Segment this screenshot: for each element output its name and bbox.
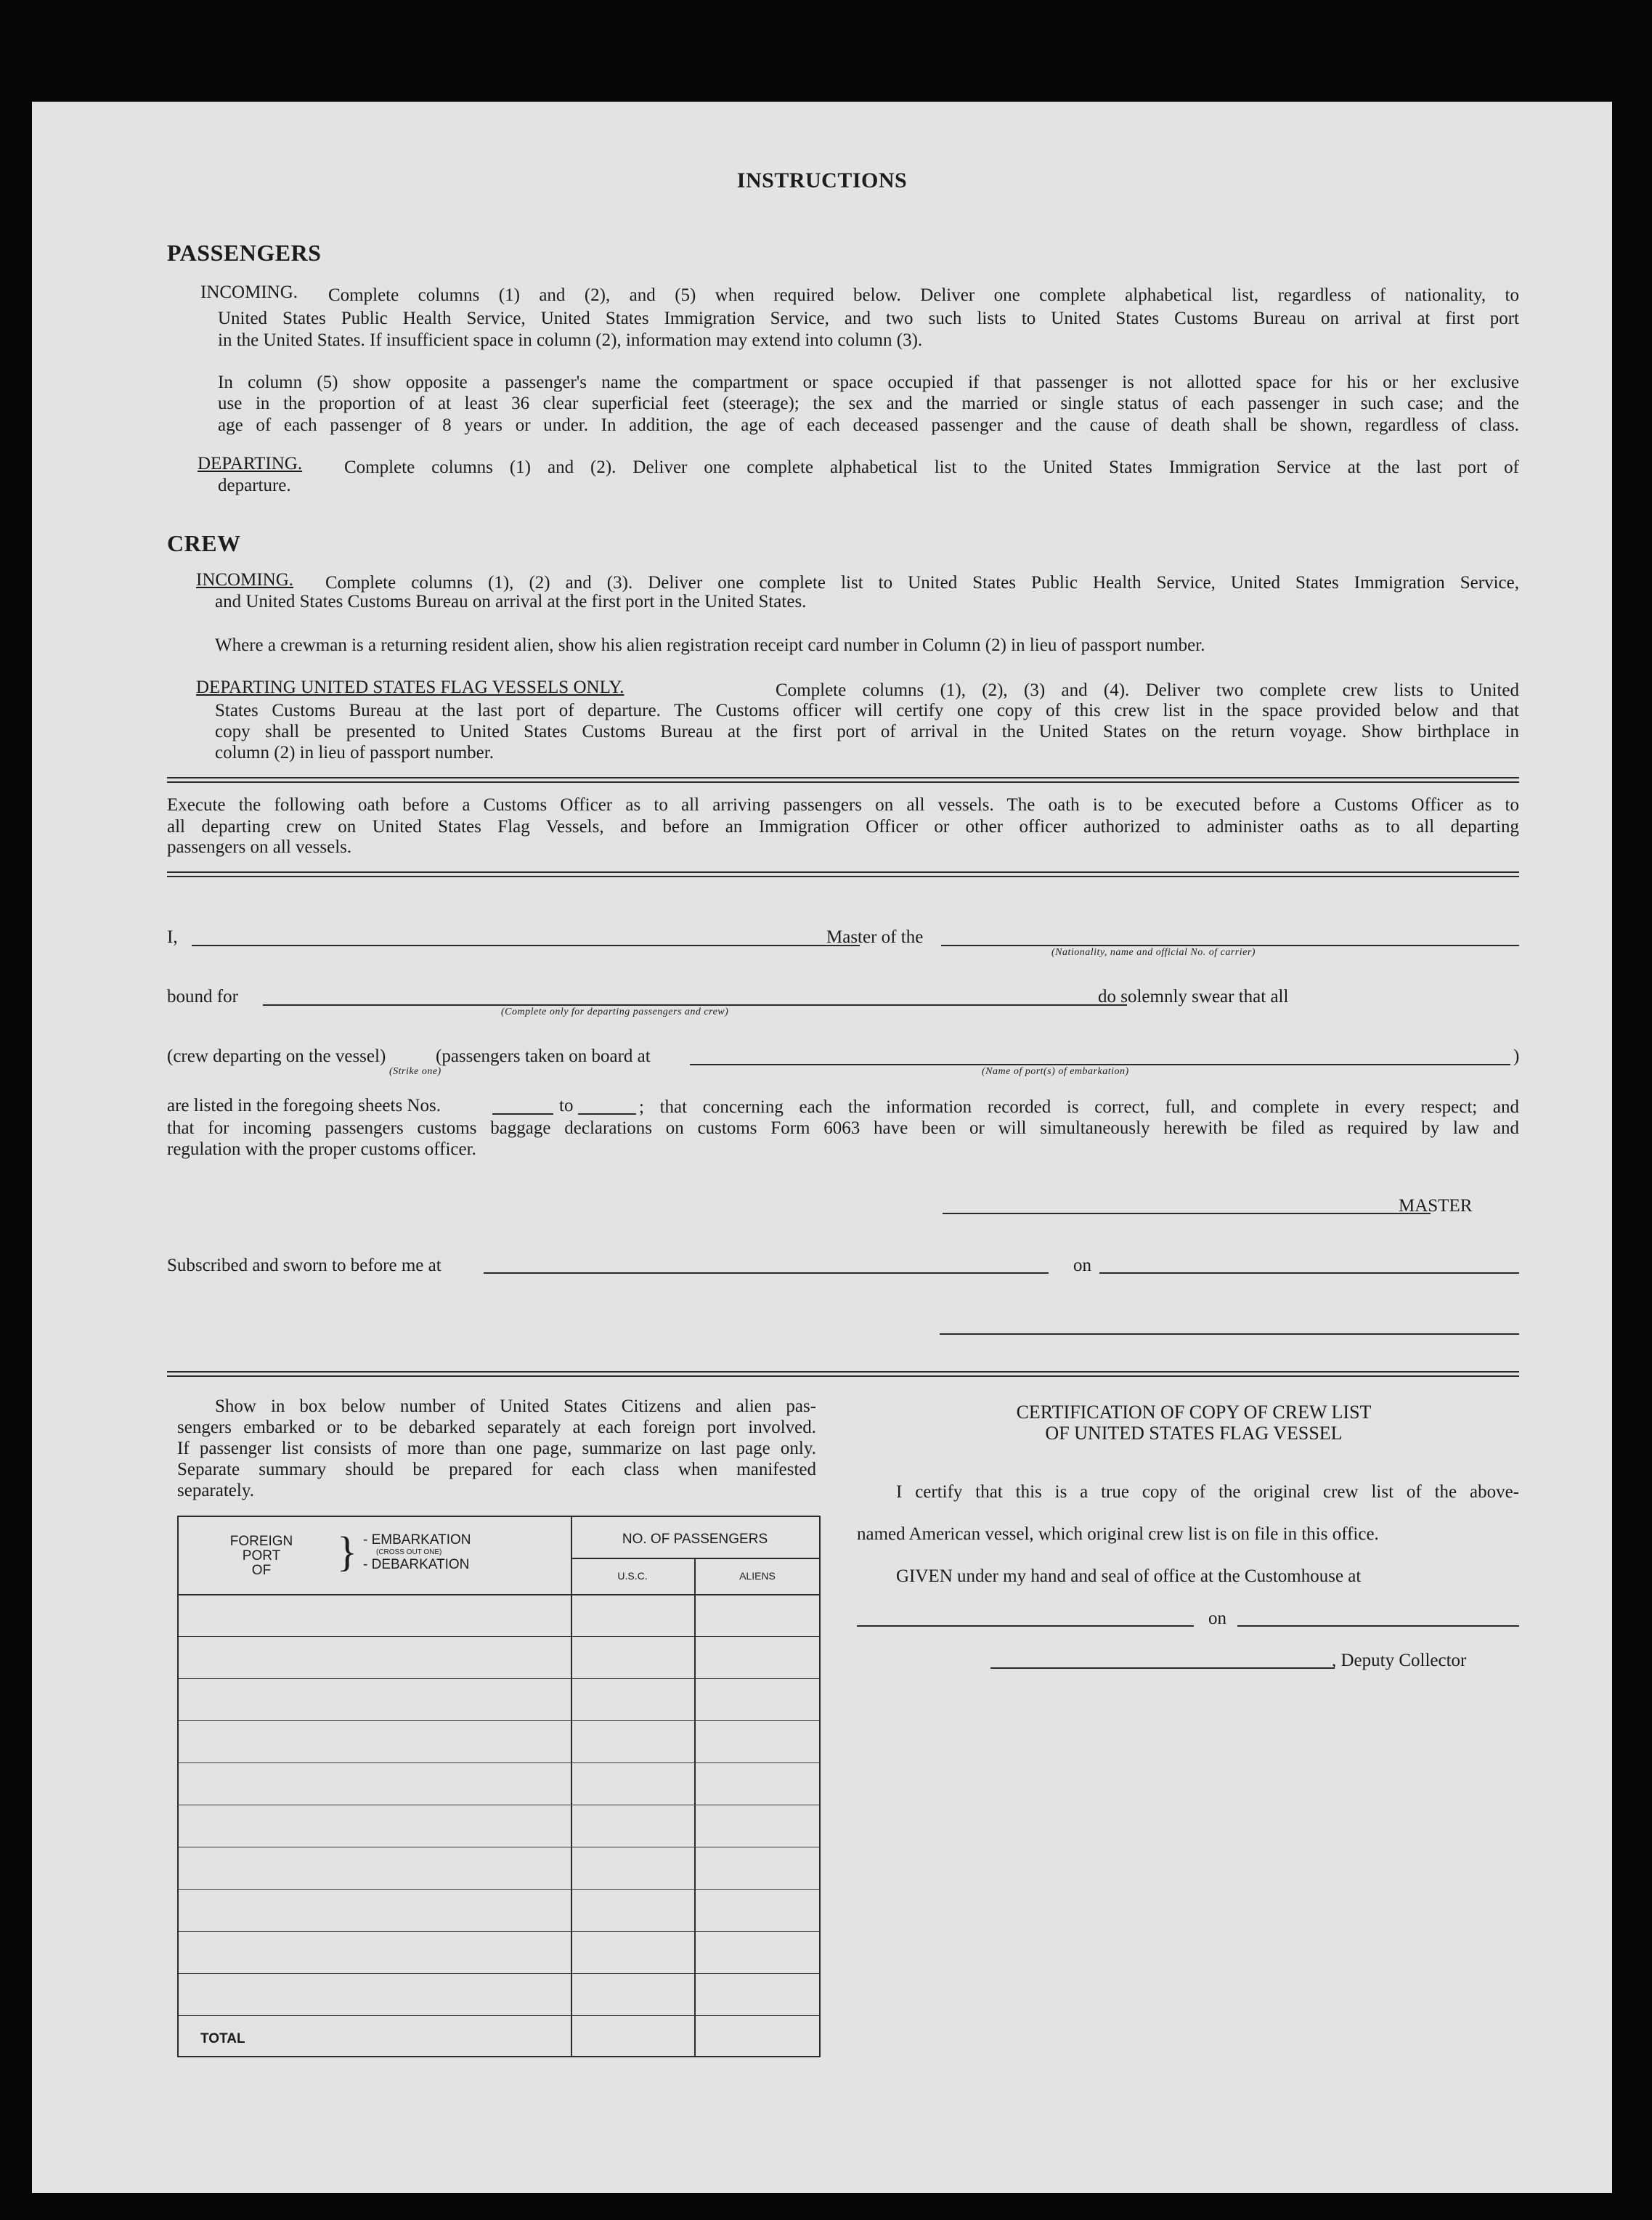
oath-i-label: I, bbox=[167, 927, 178, 947]
master-signature-label: MASTER bbox=[1399, 1196, 1473, 1216]
table-header-port: PORT bbox=[242, 1548, 281, 1564]
subscribed-label: Subscribed and sworn to before me at bbox=[167, 1256, 442, 1275]
table-header-usc: U.S.C. bbox=[617, 1570, 648, 1582]
table-row[interactable] bbox=[179, 1636, 819, 1637]
sheets-to-field[interactable] bbox=[578, 1113, 636, 1115]
sworn-date-field[interactable] bbox=[1099, 1272, 1519, 1274]
crew-resident-line: Where a crewman is a returning resident alien, show his alien registration receipt card number in Column (2) in lieu of passport number. bbox=[215, 635, 1205, 655]
crew-flag-line4: column (2) in lieu of passport number. bbox=[215, 743, 494, 763]
crew-heading: CREW bbox=[167, 530, 241, 556]
crew-incoming-label: INCOMING. bbox=[196, 570, 294, 590]
table-header-divider bbox=[179, 1594, 819, 1595]
embarkation-port-field[interactable] bbox=[690, 1064, 1510, 1065]
table-total-label: TOTAL bbox=[200, 2031, 245, 2046]
passengers-taken-option[interactable]: (passengers taken on board at bbox=[436, 1046, 651, 1066]
section-divider bbox=[167, 777, 1519, 783]
summary-line3: If passenger list consists of more than one page, summarize on last page only. bbox=[177, 1439, 816, 1458]
table-header-of: OF bbox=[251, 1563, 272, 1578]
summary-line4: Separate summary should be prepared for each class when manifested bbox=[177, 1460, 816, 1479]
oath-line3: passengers on all vessels. bbox=[167, 837, 352, 857]
bound-for-field[interactable] bbox=[263, 1004, 1127, 1006]
table-row[interactable] bbox=[179, 1931, 819, 1932]
page-title: INSTRUCTIONS bbox=[736, 168, 908, 192]
certification-date-field[interactable] bbox=[1237, 1625, 1519, 1627]
master-signature-field[interactable] bbox=[943, 1213, 1431, 1214]
passengers-departing-line1: Complete columns (1) and (2). Deliver one complete alphabetical list to the United States Immigration Service at the last port of bbox=[344, 458, 1519, 477]
section-divider bbox=[167, 871, 1519, 877]
bound-for-label: bound for bbox=[167, 987, 238, 1007]
officer-signature-field[interactable] bbox=[940, 1333, 1519, 1335]
table-row[interactable] bbox=[179, 1973, 819, 1974]
passengers-incoming-line1: Complete columns (1) and (2), and (5) when required below. Deliver one complete alphabetical list, regardless of nationality, to bbox=[328, 285, 1519, 305]
crew-flag-line3: copy shall be presented to United States Customs Bureau at the first port of arrival in the United States on the return voyage. Show birthplace in bbox=[215, 722, 1519, 741]
carrier-caption: (Nationality, name and official No. of carrier) bbox=[1051, 947, 1256, 958]
table-row[interactable] bbox=[179, 2015, 819, 2016]
listed-to: to bbox=[559, 1096, 574, 1115]
table-row[interactable] bbox=[179, 1678, 819, 1679]
oath-line1: Execute the following oath before a Customs Officer as to all arriving passengers on all vessels. The oath is to be executed before a Customs Officer as to bbox=[167, 795, 1519, 815]
crew-flag-label: DEPARTING UNITED STATES FLAG VESSELS ONLY. bbox=[196, 678, 624, 697]
table-row[interactable] bbox=[179, 1889, 819, 1890]
crew-incoming-line2: and United States Customs Bureau on arrival at the first port in the United States. bbox=[215, 592, 807, 611]
listed-rest: ; that concerning each the information recorded is correct, full, and complete in every respect; and bbox=[639, 1097, 1519, 1117]
passengers-incoming-line3: in the United States. If insufficient space in column (2), information may extend into column (3). bbox=[218, 330, 923, 350]
oath-line2: all departing crew on United States Flag Vessels, and before an Immigration Officer or other officer authorized to administer oaths as to all departing bbox=[167, 817, 1519, 837]
crew-flag-line2: States Customs Bureau at the last port of departure. The Customs officer will certify one copy of this crew list in the space provided below and that bbox=[215, 701, 1519, 720]
table-header-no-passengers: NO. OF PASSENGERS bbox=[622, 1532, 768, 1547]
table-header-debarkation[interactable]: - DEBARKATION bbox=[363, 1557, 470, 1572]
listed-line3: regulation with the proper customs officer. bbox=[167, 1139, 476, 1159]
col5-line3: age of each passenger of 8 years or under. In addition, the age of each deceased passenger and the cause of death shall be shown, regardless of class. bbox=[218, 415, 1519, 435]
passengers-incoming-label: INCOMING. bbox=[200, 282, 298, 302]
passengers-heading: PASSENGERS bbox=[167, 240, 322, 266]
form-page bbox=[32, 102, 1612, 2193]
passengers-departing-line2: departure. bbox=[218, 476, 291, 495]
summary-line2: sengers embarked or to be debarked separately at each foreign port involved. bbox=[177, 1418, 816, 1437]
table-row[interactable] bbox=[179, 1762, 819, 1763]
carrier-field[interactable] bbox=[941, 945, 1519, 946]
strike-caption: (Strike one) bbox=[389, 1066, 442, 1077]
certification-title-2: OF UNITED STATES FLAG VESSEL bbox=[1045, 1423, 1343, 1444]
table-header-subdivider bbox=[571, 1558, 819, 1559]
master-of-the-label: Master of the bbox=[826, 927, 924, 947]
sworn-on-label: on bbox=[1073, 1256, 1091, 1275]
table-row[interactable] bbox=[179, 1720, 819, 1721]
table-header-aliens: ALIENS bbox=[739, 1570, 776, 1582]
crew-incoming-line1: Complete columns (1), (2) and (3). Deliver one complete list to United States Public Health Service, United States Immigration Service, bbox=[325, 573, 1519, 593]
listed-prefix: are listed in the foregoing sheets Nos. bbox=[167, 1096, 441, 1115]
brace-icon: } bbox=[337, 1528, 357, 1575]
summary-line1: Show in box below number of United States Citizens and alien pas- bbox=[215, 1396, 816, 1416]
ports-caption: (Name of port(s) of embarkation) bbox=[982, 1066, 1129, 1077]
listed-line2: that for incoming passengers customs baggage declarations on customs Form 6063 have been or will simultaneously herewith be filed as required by law and bbox=[167, 1118, 1519, 1138]
table-header-embarkation[interactable]: - EMBARKATION bbox=[363, 1532, 471, 1548]
deputy-collector-label: , Deputy Collector bbox=[1332, 1651, 1467, 1670]
certification-line2: named American vessel, which original crew list is on file in this office. bbox=[857, 1524, 1379, 1544]
bound-for-caption: (Complete only for departing passengers and crew) bbox=[501, 1007, 729, 1017]
crew-departing-option[interactable]: (crew departing on the vessel) bbox=[167, 1046, 386, 1066]
table-col-divider bbox=[694, 1558, 696, 2056]
customhouse-field[interactable] bbox=[857, 1625, 1194, 1627]
section-divider bbox=[167, 1371, 1519, 1377]
master-name-field[interactable] bbox=[192, 945, 860, 946]
crew-flag-line1: Complete columns (1), (2), (3) and (4). Deliver two complete crew lists to United bbox=[776, 680, 1519, 700]
close-paren: ) bbox=[1513, 1046, 1520, 1066]
col5-line2: use in the proportion of at least 36 clear superficial feet (steerage); the sex and the married or single status of each passenger in such case; and the bbox=[218, 394, 1519, 413]
certification-line3: GIVEN under my hand and seal of office at the Customhouse at bbox=[896, 1566, 1362, 1586]
passengers-incoming-line2: United States Public Health Service, United States Immigration Service, and two such lists to United States Customs Bureau on arrival at first port bbox=[218, 309, 1519, 328]
certification-line1: I certify that this is a true copy of the original crew list of the above- bbox=[896, 1482, 1519, 1502]
table-header-foreign: FOREIGN bbox=[229, 1534, 293, 1549]
swear-label: do solemnly swear that all bbox=[1098, 987, 1289, 1007]
passengers-departing-label: DEPARTING. bbox=[198, 454, 303, 473]
summary-line5: separately. bbox=[177, 1481, 254, 1500]
certification-title-1: CERTIFICATION OF COPY OF CREW LIST bbox=[1016, 1402, 1372, 1423]
sworn-place-field[interactable] bbox=[484, 1272, 1049, 1274]
table-col-divider bbox=[571, 1517, 572, 2056]
deputy-signature-field[interactable] bbox=[990, 1667, 1335, 1669]
passenger-summary-table bbox=[177, 1516, 821, 2057]
table-header-cross-out: (CROSS OUT ONE) bbox=[376, 1548, 442, 1556]
certification-on-label: on bbox=[1208, 1609, 1226, 1628]
col5-line1: In column (5) show opposite a passenger's name the compartment or space occupied if that passenger is not allotted space for his or her exclusive bbox=[218, 373, 1519, 392]
sheets-from-field[interactable] bbox=[492, 1113, 553, 1115]
